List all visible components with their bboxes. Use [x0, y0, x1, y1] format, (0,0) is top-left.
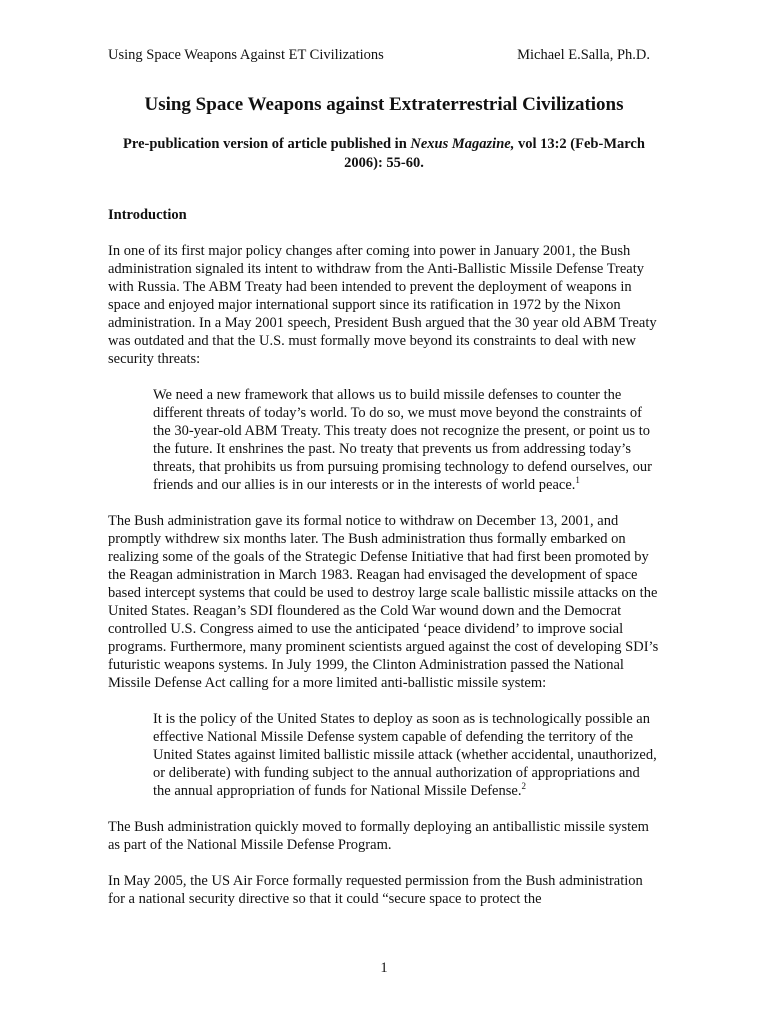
section-heading: Introduction — [108, 207, 187, 223]
block-quote-2-text: It is the policy of the United States to deploy as soon as is technologically possible an effective National Missile Defense system capable of defending the territory of the United States against limited ballistic missile attack (whether accidental, unauthorized, or deliberate) with funding subject to the annual authorization of appropriations and the annual appropriation of funds for National Missile Defense. — [153, 711, 657, 799]
running-header — [108, 46, 650, 64]
paragraph-2: The Bush administration gave its formal notice to withdraw on December 13, 2001, and promptly withdrew six months later. The Bush administration thus formally embarked on realizing some of the goals of the Strategic Defense Initiative that had first been promoted by the Reagan administration in March 1983. Reagan had envisaged the development of space based intercept systems that could be used to destroy large scale ballistic missile attacks on the United States. Reagan’s SDI floundered as the Cold War wound down and the Democrat controlled U.S. Congress aimed to use the anticipated ‘peace dividend’ to improve social programs. Furthermore, many prominent scientists argued against the cost of developing SDI’s futuristic weapons systems. In July 1999, the Clinton Administration passed the National Missile Defense Act calling for a more limited anti-ballistic missile system: — [108, 513, 659, 691]
article-body — [108, 206, 662, 926]
header-short-title: Using Space Weapons Against ET Civilizations — [108, 47, 384, 63]
paragraph-3: The Bush administration quickly moved to formally deploying an antiballistic missile system as part of the National Missile Defense Program. — [108, 819, 649, 853]
page-number: 1 — [380, 960, 388, 976]
publication-note-prefix: Pre-publication version of article published in — [123, 136, 411, 152]
paragraph-4: In May 2005, the US Air Force formally requested permission from the Bush administration for a national security directive so that it could “secure space to protect the — [108, 873, 643, 907]
footnote-ref-1[interactable]: 1 — [575, 475, 580, 486]
magazine-name: Nexus Magazine, — [410, 136, 515, 152]
block-quote-1-text: We need a new framework that allows us to build missile defenses to counter the different threats of today’s world. To do so, we must move beyond the constraints of the 30-year-old ABM Treaty. This treaty does not recognize the present, or point us to the future. It enshrines the past. No treaty that prevents us from addressing today’s threats, that prohibits us from pursuing promising technology to defend ourselves, our friends and our allies is in our interests or in the interests of world peace. — [153, 387, 652, 493]
block-quote-1 — [153, 386, 662, 494]
article-title: Using Space Weapons against Extraterrestrial Civilizations — [144, 94, 624, 115]
header-author: Michael E.Salla, Ph.D. — [517, 47, 650, 63]
block-quote-2 — [153, 710, 662, 800]
publication-note — [108, 135, 660, 173]
paragraph-1: In one of its first major policy changes after coming into power in January 2001, the Bush administration signaled its intent to withdraw from the Anti-Ballistic Missile Defense Treaty with Russia. The ABM Treaty had been intended to prevent the deployment of weapons in space and enjoyed major international support since its ratification in 1972 by the Nixon administration. In a May 2001 speech, President Bush argued that the 30 year old ABM Treaty was outdated and that the U.S. must formally move beyond its constraints to deal with new security threats: — [108, 243, 657, 367]
footnote-ref-2[interactable]: 2 — [521, 781, 526, 792]
publication-note-suffix: vol 13:2 (Feb-March 2006): 55-60. — [344, 136, 645, 171]
